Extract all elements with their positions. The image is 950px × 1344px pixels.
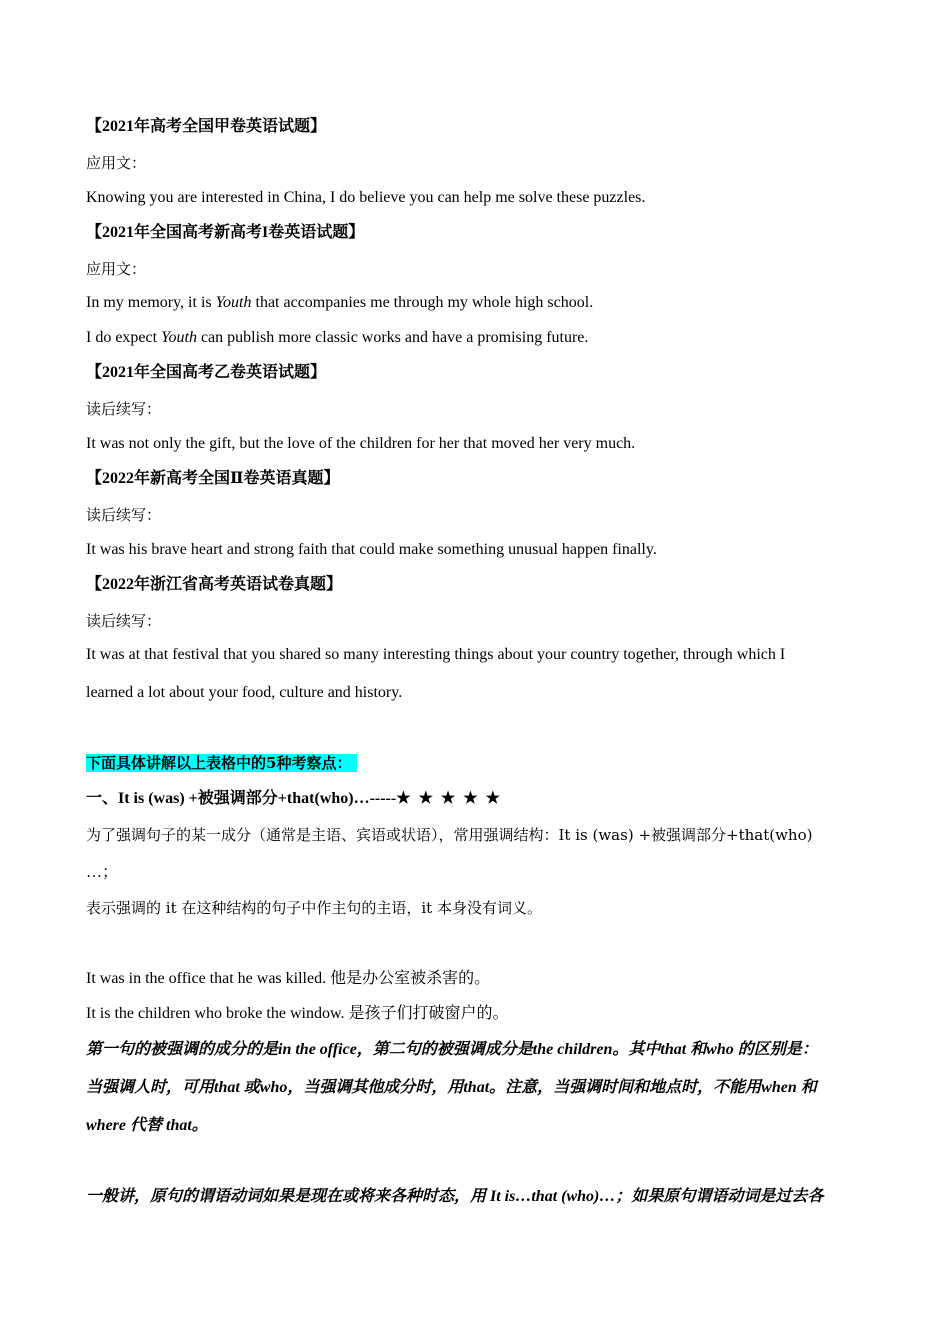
example-sentence: learned a lot about your food, culture and history. [86,684,403,701]
section-type-label: 应用文： [86,260,147,278]
section-type-label: 读后续写： [86,400,162,418]
explanation-note: where 代替 that。 [86,1117,208,1134]
example-sentence: It is the children who broke the window. 是孩子们打破窗户的。 [86,1005,509,1022]
section-type-label: 读后续写： [86,506,162,524]
section-type-label: 读后续写： [86,612,162,630]
section-heading: 【2022年浙江省高考英语试卷真题】 [86,576,343,593]
example-sentence: Knowing you are interested in China, I do believe you can help me solve these puzzles. [86,189,646,206]
example-sentence: It was his brave heart and strong faith that could make something unusual happen finally. [86,541,657,558]
example-sentence [86,328,876,348]
sentence-text: can publish more classic works and have a promising future. [196,329,589,346]
highlight-text: 下面具体讲解以上表格中的5种考察点： [86,754,357,772]
point-description: …； [86,864,119,881]
sentence-italic-title: Youth [215,294,252,311]
section-heading: 【2022年新高考全国Ⅱ卷英语真题】 [86,470,340,487]
section-type-label: 应用文： [86,154,147,172]
explanation-note: 一般讲，原句的谓语动词如果是现在或将来各种时态，用 It is…that (who)…；如果原句谓语动词是过去各 [86,1188,824,1205]
sentence-text: In my memory, it is [86,294,216,311]
point-title [86,789,876,809]
example-sentence: It was in the office that he was killed. 他是办公室被杀害的。 [86,970,491,987]
rating-stars: ★ ★ ★ ★ ★ [396,790,502,807]
sentence-text: that accompanies me through my whole high school. [251,294,594,311]
example-sentence: It was at that festival that you shared so many interesting things about your country together, through which I [86,646,786,663]
section-heading: 【2021年全国高考新高考I卷英语试题】 [86,224,365,241]
sentence-italic-title: Youth [161,329,197,346]
example-sentence [86,293,876,313]
explanation-note: 当强调人时，可用that 或who，当强调其他成分时，用that。注意，当强调时间和地点时，不能用when 和 [86,1079,817,1096]
highlighted-title [86,753,876,773]
point-description: 表示强调的 it 在这种结构的句子中作主句的主语，it 本身没有词义。 [86,899,542,917]
explanation-note: 第一句的被强调的成分的是in the office，第二句的被强调成分是the children。其中that 和who 的区别是： [86,1041,818,1058]
example-sentence: It was not only the gift, but the love of the children for her that moved her very much. [86,435,636,452]
sentence-text: I do expect [86,329,162,346]
point-title-text: 一、It is (was) +被强调部分+that(who)…----- [86,790,397,807]
point-description: 为了强调句子的某一成分（通常是主语、宾语或状语），常用强调结构：It is (was) +被强调部分+that(who) [86,826,813,844]
section-heading: 【2021年高考全国甲卷英语试题】 [86,118,327,135]
section-heading: 【2021年全国高考乙卷英语试题】 [86,364,327,381]
